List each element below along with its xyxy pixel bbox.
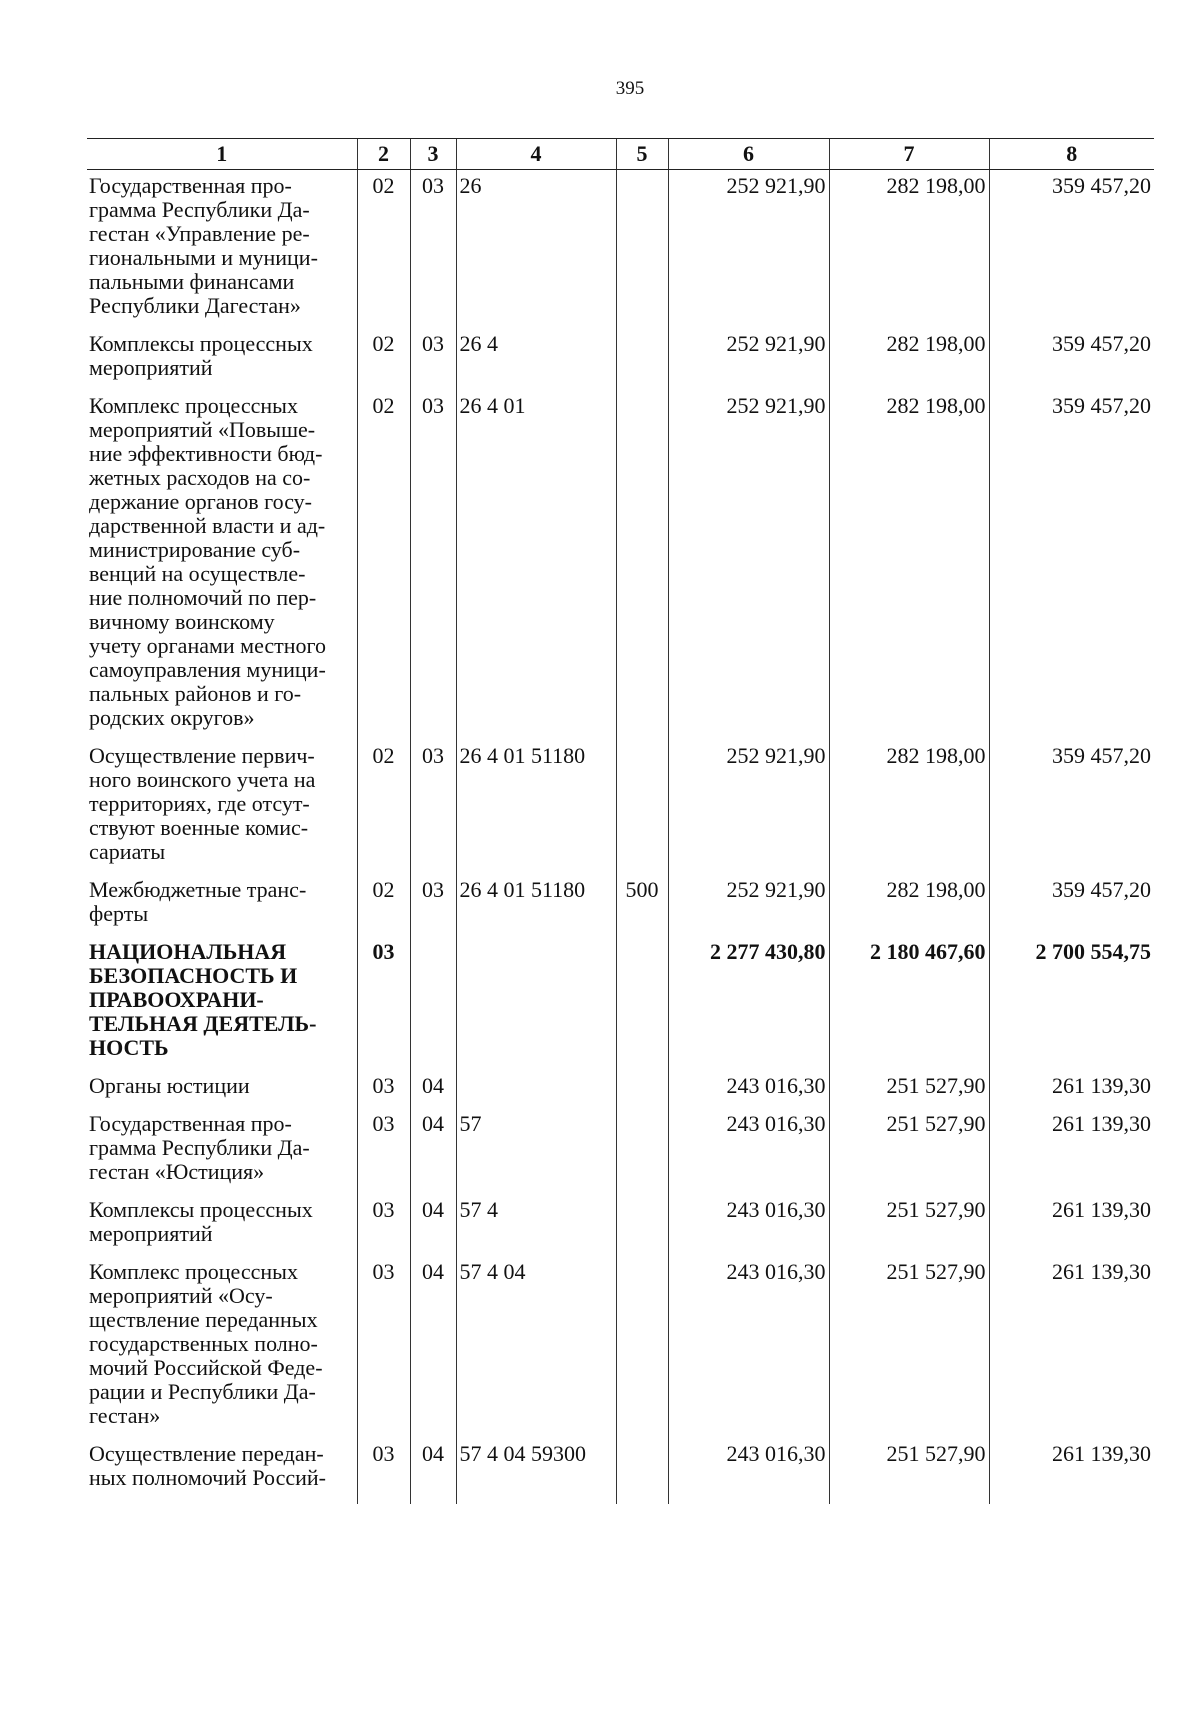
target-article-cell: 57 — [456, 1108, 616, 1194]
expense-type-cell — [616, 1256, 668, 1438]
amount-col8-cell: 261 139,30 — [989, 1194, 1154, 1256]
amount-col6-cell: 243 016,30 — [668, 1194, 829, 1256]
target-article-cell — [456, 1070, 616, 1108]
amount-col8-cell: 359 457,20 — [989, 328, 1154, 390]
table-row — [87, 390, 1154, 740]
row-name-cell: Комплексы процессных мероприятий — [89, 331, 313, 380]
amount-col7-cell: 251 527,90 — [829, 1070, 989, 1108]
amount-col7-cell: 251 527,90 — [829, 1438, 989, 1504]
table-row — [87, 1070, 1154, 1108]
amount-col7-cell: 282 198,00 — [829, 874, 989, 936]
section-code-cell: 02 — [357, 390, 410, 740]
section-code-cell: 03 — [357, 1194, 410, 1256]
section-code-cell: 02 — [357, 170, 410, 329]
subsection-code-cell: 04 — [410, 1194, 456, 1256]
subsection-code-cell: 04 — [410, 1108, 456, 1194]
amount-col7-cell: 282 198,00 — [829, 170, 989, 329]
amount-col6-cell: 252 921,90 — [668, 390, 829, 740]
target-article-cell: 26 4 01 — [456, 390, 616, 740]
table-row — [87, 874, 1154, 936]
table-row — [87, 1194, 1154, 1256]
table-row — [87, 1108, 1154, 1194]
subsection-code-cell: 03 — [410, 390, 456, 740]
amount-col7-cell: 251 527,90 — [829, 1256, 989, 1438]
amount-col7-cell: 282 198,00 — [829, 328, 989, 390]
row-name-cell: Государственная про- грамма Республики Да- гестан «Юстиция» — [89, 1111, 310, 1184]
row-name-cell: Осуществление передан- ных полномочий Россий- — [89, 1441, 326, 1490]
subsection-code-cell: 03 — [410, 170, 456, 329]
expense-type-cell: 500 — [616, 874, 668, 936]
expense-type-cell — [616, 1438, 668, 1504]
amount-col6-cell: 252 921,90 — [668, 328, 829, 390]
expense-type-cell — [616, 170, 668, 329]
table-row — [87, 328, 1154, 390]
header-cell: 8 — [989, 139, 1154, 170]
row-name-cell: НАЦИОНАЛЬНАЯ БЕЗОПАСНОСТЬ И ПРАВООХРАНИ- ТЕЛЬНАЯ ДЕЯТЕЛЬ- НОСТЬ — [89, 939, 317, 1060]
table-header-row — [87, 139, 1154, 170]
subsection-code-cell: 04 — [410, 1070, 456, 1108]
row-name-cell: Комплекс процессных мероприятий «Осу- ществление переданных государственных полно- мочий Российской Феде- рации и Республики Да- гестан» — [89, 1259, 323, 1428]
section-code-cell: 02 — [357, 874, 410, 936]
row-name-cell: Государственная про- грамма Республики Да- гестан «Управление ре- гиональными и муници- пальными финансами Республики Дагестан» — [89, 173, 318, 318]
amount-col8-cell: 261 139,30 — [989, 1256, 1154, 1438]
table-row — [87, 1438, 1154, 1504]
target-article-cell: 57 4 04 — [456, 1256, 616, 1438]
section-code-cell: 03 — [357, 936, 410, 1070]
amount-col6-cell: 252 921,90 — [668, 874, 829, 936]
subsection-code-cell: 03 — [410, 874, 456, 936]
expense-type-cell — [616, 1194, 668, 1256]
subsection-code-cell: 04 — [410, 1256, 456, 1438]
table-row — [87, 740, 1154, 874]
amount-col7-cell: 251 527,90 — [829, 1108, 989, 1194]
header-cell: 7 — [829, 139, 989, 170]
row-name-cell: Межбюджетные транс- ферты — [89, 877, 307, 926]
amount-col6-cell: 243 016,30 — [668, 1108, 829, 1194]
section-code-cell: 03 — [357, 1070, 410, 1108]
section-code-cell: 03 — [357, 1256, 410, 1438]
amount-col8-cell: 261 139,30 — [989, 1070, 1154, 1108]
amount-col8-cell: 2 700 554,75 — [989, 936, 1154, 1070]
amount-col6-cell: 243 016,30 — [668, 1256, 829, 1438]
section-code-cell: 02 — [357, 328, 410, 390]
section-code-cell: 02 — [357, 740, 410, 874]
target-article-cell: 26 4 01 51180 — [456, 740, 616, 874]
header-cell: 5 — [616, 139, 668, 170]
table-row — [87, 170, 1154, 329]
target-article-cell: 57 4 04 59300 — [456, 1438, 616, 1504]
amount-col8-cell: 261 139,30 — [989, 1108, 1154, 1194]
page-number: 395 — [615, 78, 645, 99]
target-article-cell: 57 4 — [456, 1194, 616, 1256]
amount-col6-cell: 2 277 430,80 — [668, 936, 829, 1070]
amount-col7-cell: 282 198,00 — [829, 740, 989, 874]
amount-col8-cell: 359 457,20 — [989, 740, 1154, 874]
amount-col7-cell: 282 198,00 — [829, 390, 989, 740]
amount-col7-cell: 251 527,90 — [829, 1194, 989, 1256]
amount-col6-cell: 243 016,30 — [668, 1438, 829, 1504]
subsection-code-cell: 03 — [410, 740, 456, 874]
subsection-code-cell: 04 — [410, 1438, 456, 1504]
table-row — [87, 1256, 1154, 1438]
subsection-code-cell — [410, 936, 456, 1070]
subsection-code-cell: 03 — [410, 328, 456, 390]
row-name-cell: Осуществление первич- ного воинского учета на территориях, где отсут- ствуют военные комис- сариаты — [89, 743, 316, 864]
row-name-cell: Комплекс процессных мероприятий «Повыше- ние эффективности бюд- жетных расходов на со- держание органов госу- дарственной власти и ад- министрирование суб- венций на осуществле- ние полномочий по пер- вичному воинскому учету органами местного самоуправления муници- пальных районов и го- родских округов» — [89, 393, 327, 730]
budget-table — [87, 138, 1154, 1504]
amount-col8-cell: 261 139,30 — [989, 1438, 1154, 1504]
expense-type-cell — [616, 1070, 668, 1108]
expense-type-cell — [616, 328, 668, 390]
row-name-cell: Комплексы процессных мероприятий — [89, 1197, 313, 1246]
section-code-cell: 03 — [357, 1108, 410, 1194]
amount-col8-cell: 359 457,20 — [989, 390, 1154, 740]
expense-type-cell — [616, 1108, 668, 1194]
expense-type-cell — [616, 740, 668, 874]
header-cell: 3 — [410, 139, 456, 170]
amount-col6-cell: 252 921,90 — [668, 740, 829, 874]
target-article-cell: 26 — [456, 170, 616, 329]
target-article-cell — [456, 936, 616, 1070]
amount-col7-cell: 2 180 467,60 — [829, 936, 989, 1070]
target-article-cell: 26 4 — [456, 328, 616, 390]
amount-col8-cell: 359 457,20 — [989, 170, 1154, 329]
section-code-cell: 03 — [357, 1438, 410, 1504]
amount-col6-cell: 243 016,30 — [668, 1070, 829, 1108]
amount-col8-cell: 359 457,20 — [989, 874, 1154, 936]
header-cell: 1 — [87, 139, 357, 170]
amount-col6-cell: 252 921,90 — [668, 170, 829, 329]
row-name-cell: Органы юстиции — [89, 1073, 250, 1098]
expense-type-cell — [616, 936, 668, 1070]
header-cell: 6 — [668, 139, 829, 170]
header-cell: 2 — [357, 139, 410, 170]
expense-type-cell — [616, 390, 668, 740]
target-article-cell: 26 4 01 51180 — [456, 874, 616, 936]
table-row — [87, 936, 1154, 1070]
header-cell: 4 — [456, 139, 616, 170]
